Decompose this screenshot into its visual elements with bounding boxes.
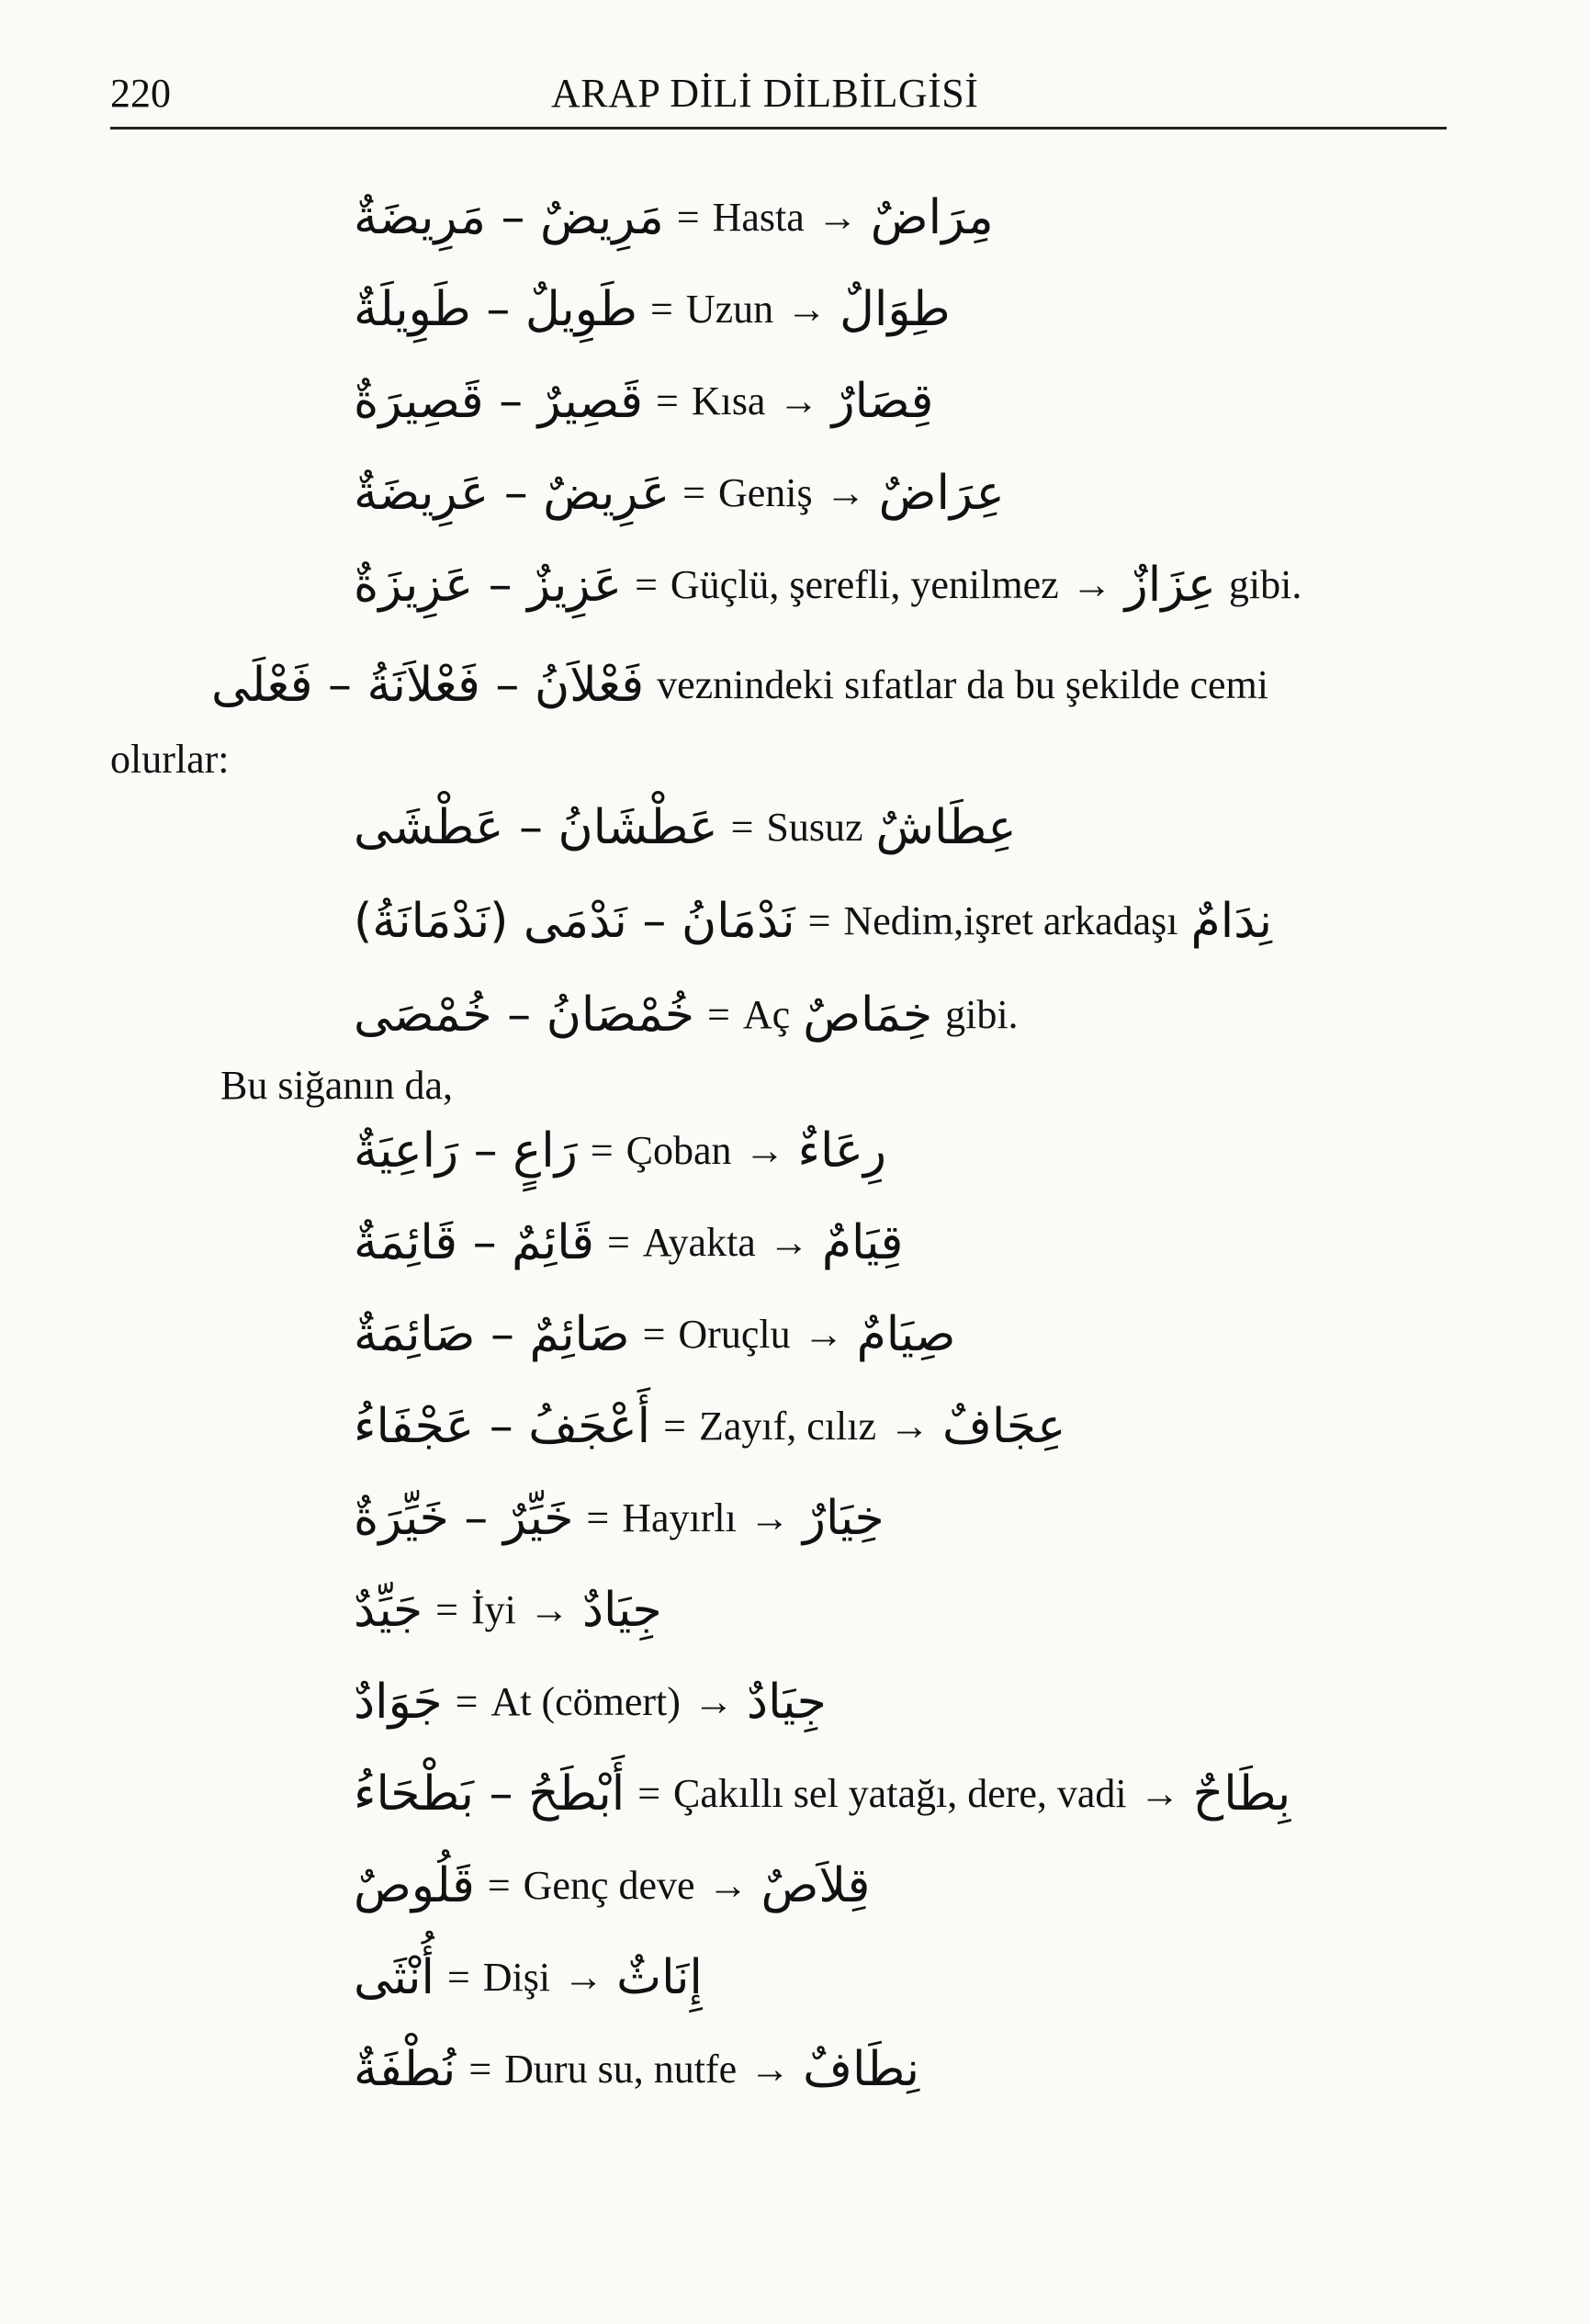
equals-sign: = — [642, 1312, 666, 1357]
arabic-plural: عِرَاضٌ — [878, 466, 1005, 521]
vocab-entry — [354, 456, 1005, 531]
vocab-entry — [354, 1389, 1065, 1464]
vocab-entry — [354, 1481, 885, 1556]
paragraph-text: veznindeki sıfatlar da bu şekilde cemi — [657, 662, 1268, 707]
vocab-entry — [354, 272, 951, 347]
arrow: → — [693, 1679, 734, 1724]
vocab-entry — [354, 1297, 955, 1372]
meaning: Aç — [742, 992, 791, 1037]
arabic-singular: أَبْطَحُ – بَطْحَاءُ — [354, 1766, 625, 1822]
vocab-entry — [354, 884, 1272, 959]
meaning: Genç deve — [523, 1863, 695, 1908]
arabic-pattern: فَعْلاَنُ – فَعْلاَنَةُ – فَعْلَى — [211, 658, 645, 713]
vocab-entry — [354, 1848, 870, 1924]
meaning: Zayıf, cılız — [698, 1404, 876, 1449]
arrow: → — [1071, 562, 1112, 607]
arabic-plural: إِنَاثٌ — [616, 1950, 703, 2005]
vocab-entry — [354, 364, 933, 439]
arabic-singular: قَصِيرٌ – قَصِيرَةٌ — [354, 374, 643, 429]
arabic-plural: عِزَازٌ — [1124, 558, 1216, 613]
arabic-singular: خُمْصَانُ – خُمْصَى — [354, 987, 695, 1043]
meaning: Hayırlı — [622, 1495, 737, 1540]
arabic-plural: صِيَامٌ — [856, 1307, 956, 1362]
vocab-entry — [354, 1205, 903, 1280]
meaning: Susuz — [766, 805, 863, 850]
arrow: → — [888, 1404, 930, 1449]
paragraph-line — [211, 648, 1268, 723]
vocab-entry — [354, 180, 994, 255]
equals-sign: = — [730, 805, 754, 850]
arabic-plural: جِيَادٌ — [746, 1675, 827, 1730]
vocab-entry — [354, 977, 1019, 1053]
vocab-entry — [354, 790, 1017, 865]
arabic-singular: صَائِمٌ – صَائِمَةٌ — [354, 1307, 630, 1362]
arabic-singular: قَائِمٌ – قَائِمَةٌ — [354, 1215, 594, 1270]
arrow: → — [563, 1955, 604, 2000]
equals-sign: = — [468, 2047, 492, 2092]
arabic-singular: نَدْمَانُ – نَدْمَى (نَدْمَانَةُ) — [354, 894, 795, 949]
meaning: Çakıllı sel yatağı, dere, vadi — [673, 1771, 1127, 1816]
arabic-plural: خِيَارٌ — [802, 1491, 885, 1546]
page-header — [110, 64, 1447, 129]
meaning: Kısa — [691, 378, 766, 423]
equals-sign: = — [590, 1128, 614, 1173]
arabic-singular: مَرِيضٌ – مَرِيضَةٌ — [354, 190, 664, 245]
arabic-plural: نِدَامٌ — [1190, 894, 1272, 949]
meaning: Geniş — [717, 470, 813, 515]
equals-sign: = — [676, 195, 700, 240]
arabic-plural: قِيَامٌ — [821, 1215, 904, 1270]
meaning: Hasta — [712, 195, 805, 240]
arrow: → — [778, 378, 819, 423]
arrow: → — [707, 1863, 749, 1908]
arabic-singular: نُطْفَةٌ — [354, 2042, 456, 2097]
arabic-singular: جَيِّدٌ — [354, 1583, 423, 1638]
arabic-plural: قِلاَصٌ — [761, 1858, 871, 1913]
arabic-plural: خِمَاصٌ — [803, 987, 933, 1043]
meaning: Ayakta — [642, 1220, 756, 1265]
arrow: → — [803, 1312, 844, 1357]
arrow: → — [744, 1128, 785, 1173]
entry-suffix: gibi. — [945, 992, 1019, 1037]
arabic-plural: قِصَارٌ — [831, 374, 934, 429]
vocab-entry — [354, 1113, 886, 1189]
arabic-plural: مِرَاضٌ — [870, 190, 994, 245]
vocab-entry — [354, 547, 1302, 623]
meaning: Uzun — [685, 287, 774, 332]
equals-sign: = — [635, 562, 658, 607]
arabic-plural: نِطَافٌ — [803, 2042, 919, 2097]
meaning: Duru su, nutfe — [504, 2047, 738, 2092]
arrow: → — [786, 287, 828, 332]
vocab-entry — [354, 1573, 662, 1648]
arrow: → — [817, 195, 858, 240]
vocab-entry — [354, 1664, 827, 1740]
arabic-singular: خَيِّرٌ – خَيِّرَةٌ — [354, 1491, 574, 1546]
equals-sign: = — [655, 378, 679, 423]
arabic-plural: رِعَاءٌ — [797, 1123, 886, 1179]
vocab-entry — [354, 1940, 703, 2015]
equals-sign: = — [707, 992, 730, 1037]
paragraph-continuation: olurlar: — [110, 737, 230, 782]
running-title: ARAP DİLİ DİLBİLGİSİ — [551, 71, 979, 116]
meaning: Dişi — [482, 1955, 551, 2000]
equals-sign: = — [446, 1955, 470, 2000]
arabic-plural: بِطَاحٌ — [1192, 1766, 1291, 1822]
arabic-plural: طِوَالٌ — [840, 282, 951, 337]
entry-suffix: gibi. — [1228, 562, 1302, 607]
equals-sign: = — [649, 287, 673, 332]
arabic-singular: جَوَادٌ — [354, 1675, 443, 1730]
equals-sign: = — [606, 1220, 630, 1265]
arabic-plural: عِجَافٌ — [941, 1399, 1066, 1454]
equals-sign: = — [807, 898, 831, 943]
arrow: → — [528, 1587, 569, 1632]
arrow: → — [749, 2047, 791, 2092]
arrow: → — [1139, 1771, 1180, 1816]
arabic-singular: عَزِيزٌ – عَزِيزَةٌ — [354, 558, 623, 613]
meaning: Çoban — [625, 1128, 732, 1173]
arrow: → — [768, 1220, 809, 1265]
meaning: İyi — [470, 1587, 516, 1632]
equals-sign: = — [663, 1404, 686, 1449]
arabic-singular: رَاعٍ – رَاعِيَةٌ — [354, 1123, 578, 1179]
vocab-entry — [354, 1756, 1290, 1832]
arabic-singular: أُنْثَى — [354, 1950, 434, 2005]
meaning: Nedim,işret arkadaşı — [843, 898, 1178, 943]
arabic-singular: أَعْجَفُ – عَجْفَاءُ — [354, 1399, 651, 1454]
equals-sign: = — [487, 1863, 511, 1908]
page-number: 220 — [110, 71, 171, 116]
equals-sign: = — [586, 1495, 610, 1540]
vocab-entry — [354, 2032, 919, 2107]
equals-sign: = — [682, 470, 705, 515]
arabic-singular: عَطْشَانُ – عَطْشَى — [354, 800, 718, 855]
arrow: → — [825, 470, 866, 515]
equals-sign: = — [637, 1771, 661, 1816]
header-rule — [110, 127, 1447, 130]
equals-sign: = — [455, 1679, 479, 1724]
arabic-singular: عَرِيضٌ – عَرِيضَةٌ — [354, 466, 671, 521]
meaning: At (cömert) — [490, 1679, 681, 1724]
equals-sign: = — [435, 1587, 458, 1632]
arabic-plural: عِطَاشٌ — [875, 800, 1017, 855]
arabic-plural: جِيَادٌ — [581, 1583, 662, 1638]
arabic-singular: قَلُوصٌ — [354, 1858, 475, 1913]
arrow: → — [749, 1495, 790, 1540]
meaning: Oruçlu — [678, 1312, 791, 1357]
arabic-singular: طَوِيلٌ – طَوِيلَةٌ — [354, 282, 637, 337]
paragraph-line: Bu siğanın da, — [220, 1063, 453, 1108]
meaning: Güçlü, şerefli, yenilmez — [670, 562, 1059, 607]
